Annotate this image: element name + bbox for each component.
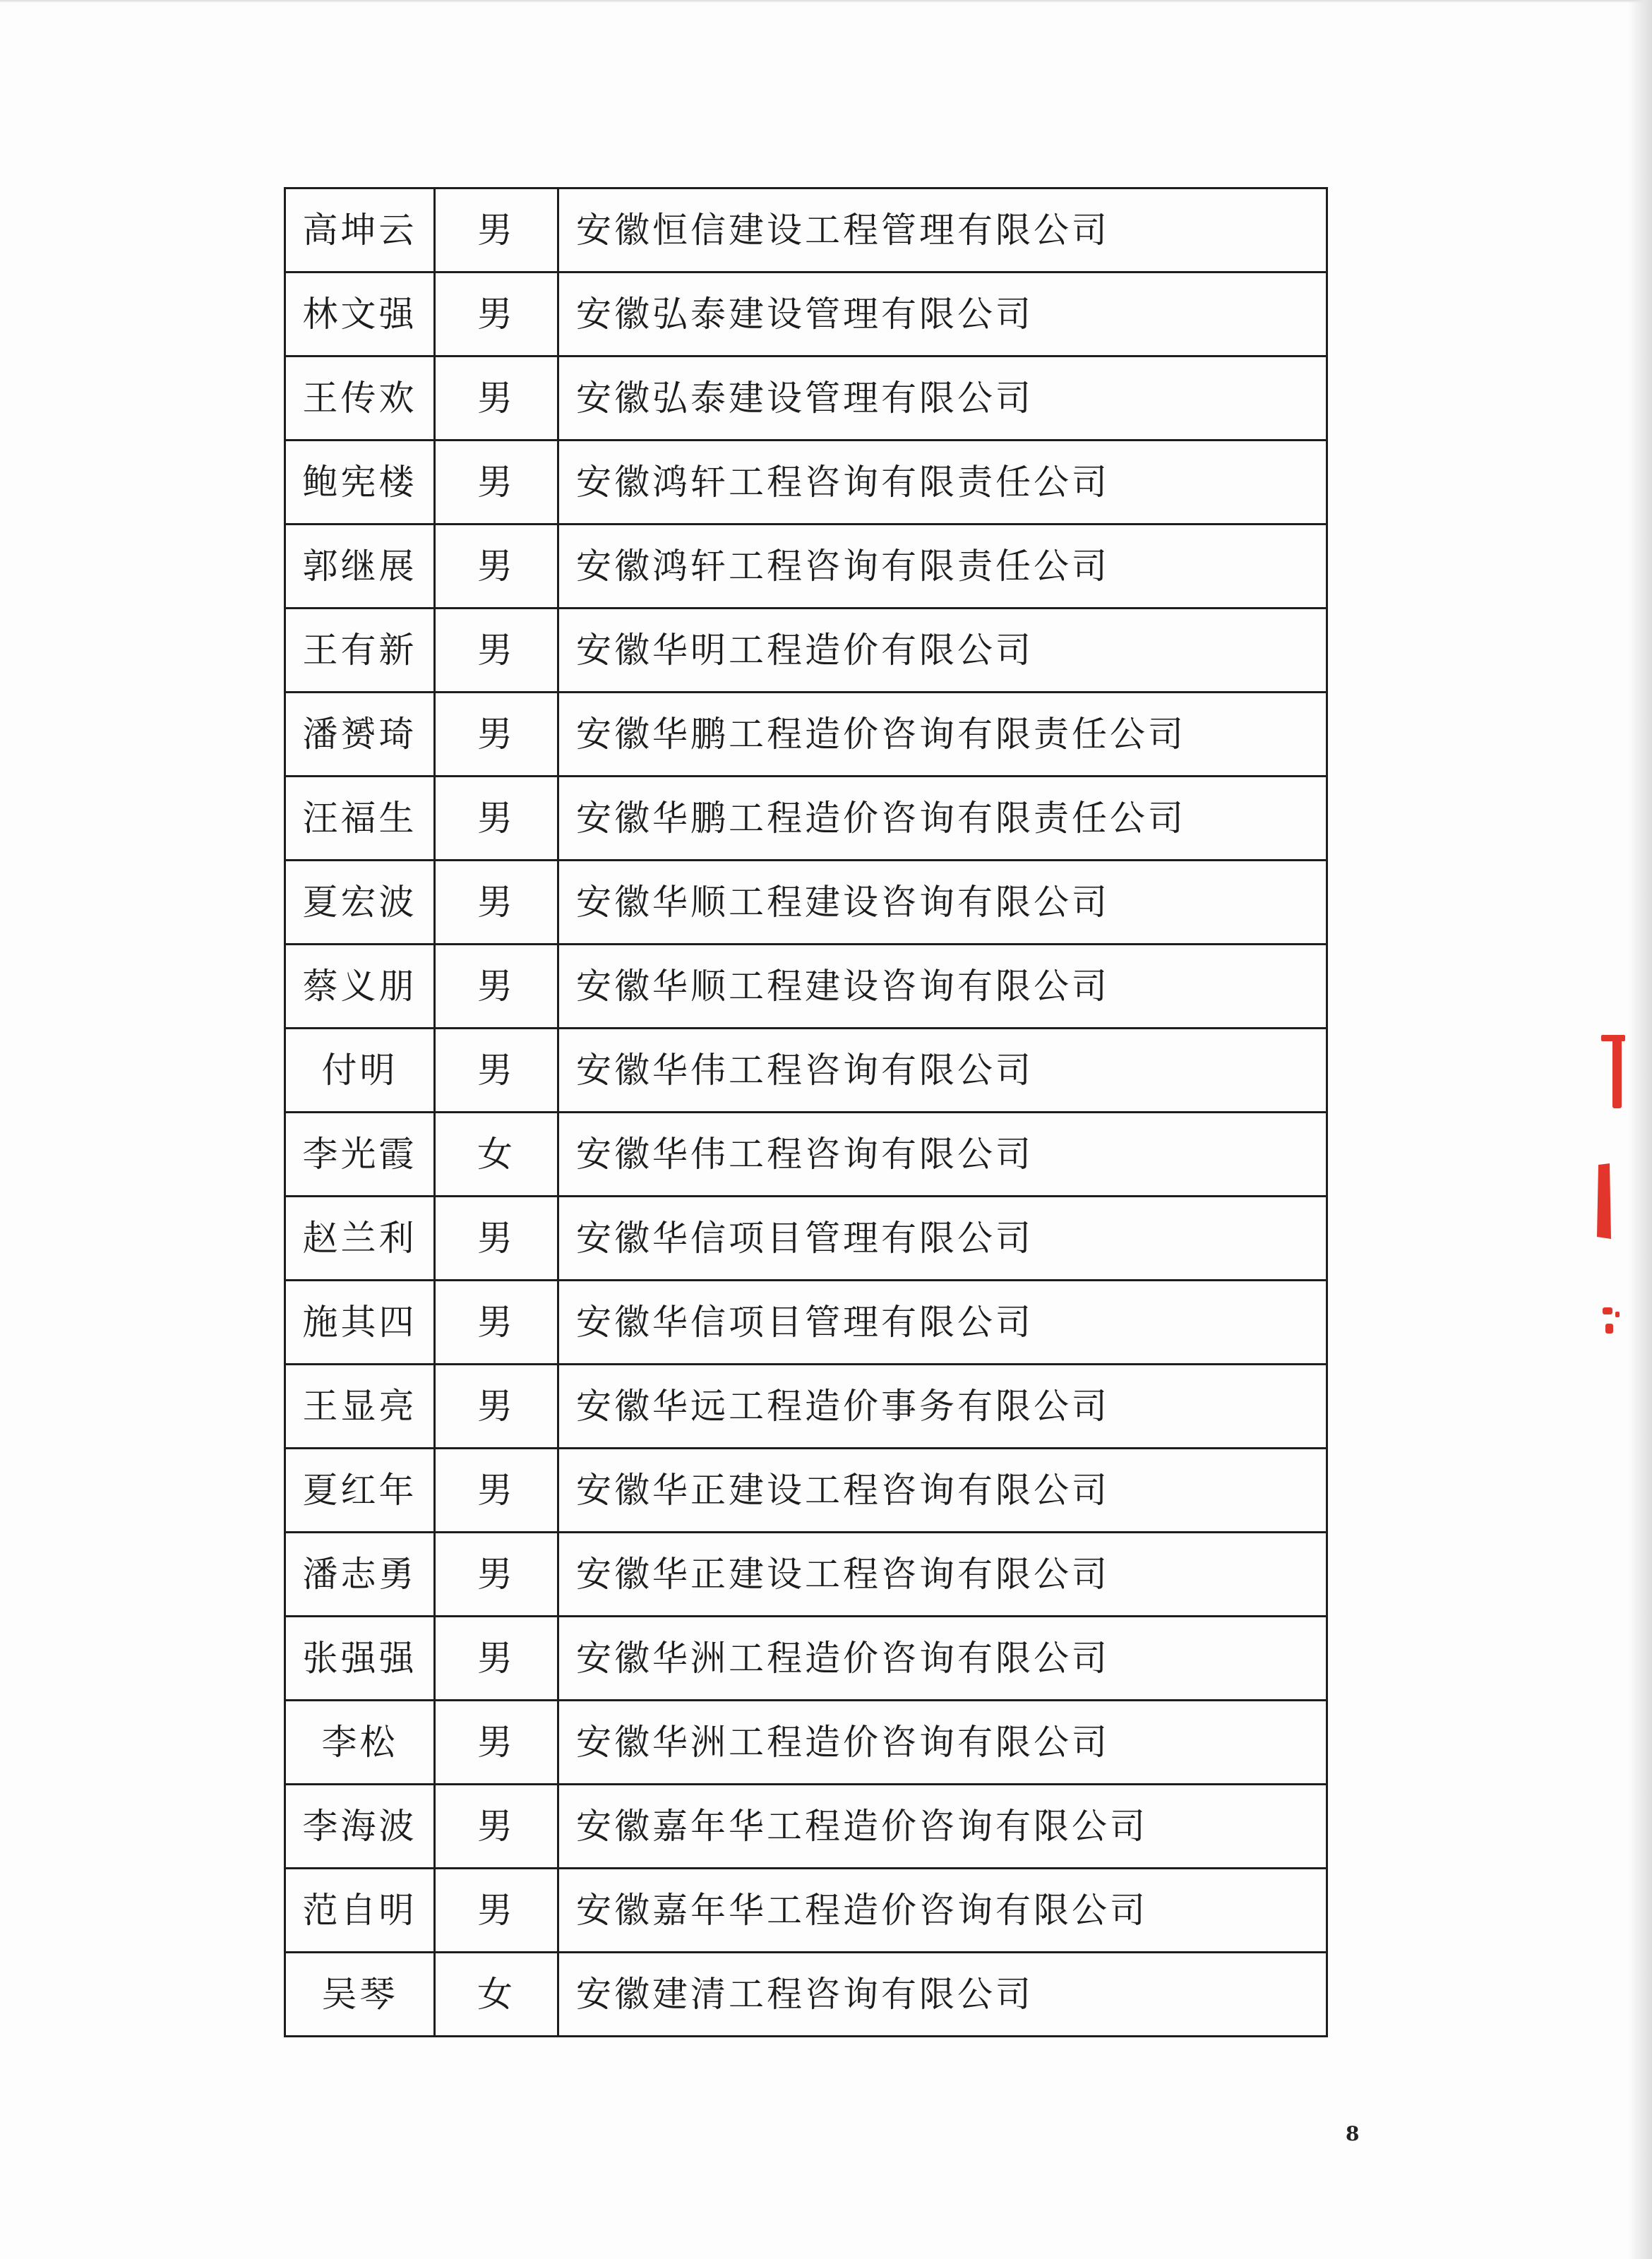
name-cell: 蔡义朋 [285, 945, 435, 1029]
name-cell: 李光霞 [285, 1113, 435, 1197]
name-cell: 吴琴 [285, 1953, 435, 2037]
name-cell: 潘志勇 [285, 1533, 435, 1617]
name-cell: 夏红年 [285, 1449, 435, 1533]
company-cell: 安徽华顺工程建设咨询有限公司 [558, 861, 1327, 945]
table-row [285, 1029, 1327, 1113]
name-cell: 赵兰利 [285, 1197, 435, 1281]
table-row [285, 1701, 1327, 1785]
personnel-table-body [285, 188, 1327, 2037]
table-row [285, 1449, 1327, 1533]
gender-cell: 男 [435, 945, 558, 1029]
company-cell: 安徽弘泰建设管理有限公司 [558, 272, 1327, 356]
table-row [285, 525, 1327, 609]
company-cell: 安徽嘉年华工程造价咨询有限公司 [558, 1869, 1327, 1953]
name-cell: 付明 [285, 1029, 435, 1113]
name-cell: 潘赟琦 [285, 693, 435, 777]
seal-stroke [1605, 1324, 1613, 1334]
gender-cell: 男 [435, 1701, 558, 1785]
table-row [285, 272, 1327, 356]
company-cell: 安徽华伟工程咨询有限公司 [558, 1113, 1327, 1197]
name-cell: 施其四 [285, 1281, 435, 1365]
page-number: 8 [1346, 2122, 1360, 2145]
seal-stroke [1615, 1312, 1620, 1317]
table-row [285, 1953, 1327, 2037]
name-cell: 王有新 [285, 609, 435, 693]
gender-cell: 男 [435, 1365, 558, 1449]
gender-cell: 男 [435, 1029, 558, 1113]
table-row [285, 1113, 1327, 1197]
gender-cell: 男 [435, 609, 558, 693]
seal-stroke [1597, 1163, 1611, 1239]
name-cell: 高坤云 [285, 188, 435, 272]
seal-stroke [1612, 1035, 1622, 1108]
company-cell: 安徽华伟工程咨询有限公司 [558, 1029, 1327, 1113]
company-cell: 安徽华信项目管理有限公司 [558, 1281, 1327, 1365]
table-row [285, 356, 1327, 441]
gender-cell: 男 [435, 356, 558, 441]
scan-top-edge [0, 0, 1652, 3]
name-cell: 王传欢 [285, 356, 435, 441]
gender-cell: 男 [435, 1785, 558, 1869]
table-row [285, 945, 1327, 1029]
gender-cell: 男 [435, 188, 558, 272]
gender-cell: 男 [435, 272, 558, 356]
name-cell: 郭继展 [285, 525, 435, 609]
company-cell: 安徽华鹏工程造价咨询有限责任公司 [558, 777, 1327, 861]
gender-cell: 男 [435, 1617, 558, 1701]
red-seal-fragment [1588, 1024, 1638, 1355]
table-row [285, 441, 1327, 525]
company-cell: 安徽华正建设工程咨询有限公司 [558, 1533, 1327, 1617]
gender-cell: 男 [435, 1197, 558, 1281]
gender-cell: 男 [435, 861, 558, 945]
table-row [285, 693, 1327, 777]
gender-cell: 男 [435, 1281, 558, 1365]
company-cell: 安徽华信项目管理有限公司 [558, 1197, 1327, 1281]
company-cell: 安徽华洲工程造价咨询有限公司 [558, 1701, 1327, 1785]
name-cell: 李海波 [285, 1785, 435, 1869]
gender-cell: 男 [435, 1449, 558, 1533]
company-cell: 安徽鸿轩工程咨询有限责任公司 [558, 441, 1327, 525]
name-cell: 范自明 [285, 1869, 435, 1953]
name-cell: 夏宏波 [285, 861, 435, 945]
gender-cell: 男 [435, 1869, 558, 1953]
table-row [285, 1281, 1327, 1365]
company-cell: 安徽华鹏工程造价咨询有限责任公司 [558, 693, 1327, 777]
company-cell: 安徽华远工程造价事务有限公司 [558, 1365, 1327, 1449]
gender-cell: 男 [435, 777, 558, 861]
gender-cell: 女 [435, 1953, 558, 2037]
table-row [285, 188, 1327, 272]
personnel-table [284, 187, 1328, 2037]
name-cell: 鲍宪楼 [285, 441, 435, 525]
gender-cell: 男 [435, 1533, 558, 1617]
table-row [285, 861, 1327, 945]
gender-cell: 男 [435, 525, 558, 609]
company-cell: 安徽华顺工程建设咨询有限公司 [558, 945, 1327, 1029]
table-row [285, 1617, 1327, 1701]
company-cell: 安徽华明工程造价有限公司 [558, 609, 1327, 693]
company-cell: 安徽建清工程咨询有限公司 [558, 1953, 1327, 2037]
table-row [285, 1785, 1327, 1869]
table-row [285, 1533, 1327, 1617]
company-cell: 安徽华洲工程造价咨询有限公司 [558, 1617, 1327, 1701]
table-row [285, 1869, 1327, 1953]
company-cell: 安徽华正建设工程咨询有限公司 [558, 1449, 1327, 1533]
table-row [285, 609, 1327, 693]
table-row [285, 1365, 1327, 1449]
table-row [285, 777, 1327, 861]
company-cell: 安徽恒信建设工程管理有限公司 [558, 188, 1327, 272]
company-cell: 安徽嘉年华工程造价咨询有限公司 [558, 1785, 1327, 1869]
name-cell: 李松 [285, 1701, 435, 1785]
name-cell: 王显亮 [285, 1365, 435, 1449]
name-cell: 林文强 [285, 272, 435, 356]
name-cell: 汪福生 [285, 777, 435, 861]
gender-cell: 男 [435, 693, 558, 777]
table-row [285, 1197, 1327, 1281]
gender-cell: 女 [435, 1113, 558, 1197]
company-cell: 安徽鸿轩工程咨询有限责任公司 [558, 525, 1327, 609]
name-cell: 张强强 [285, 1617, 435, 1701]
gender-cell: 男 [435, 441, 558, 525]
seal-stroke [1603, 1307, 1612, 1314]
company-cell: 安徽弘泰建设管理有限公司 [558, 356, 1327, 441]
